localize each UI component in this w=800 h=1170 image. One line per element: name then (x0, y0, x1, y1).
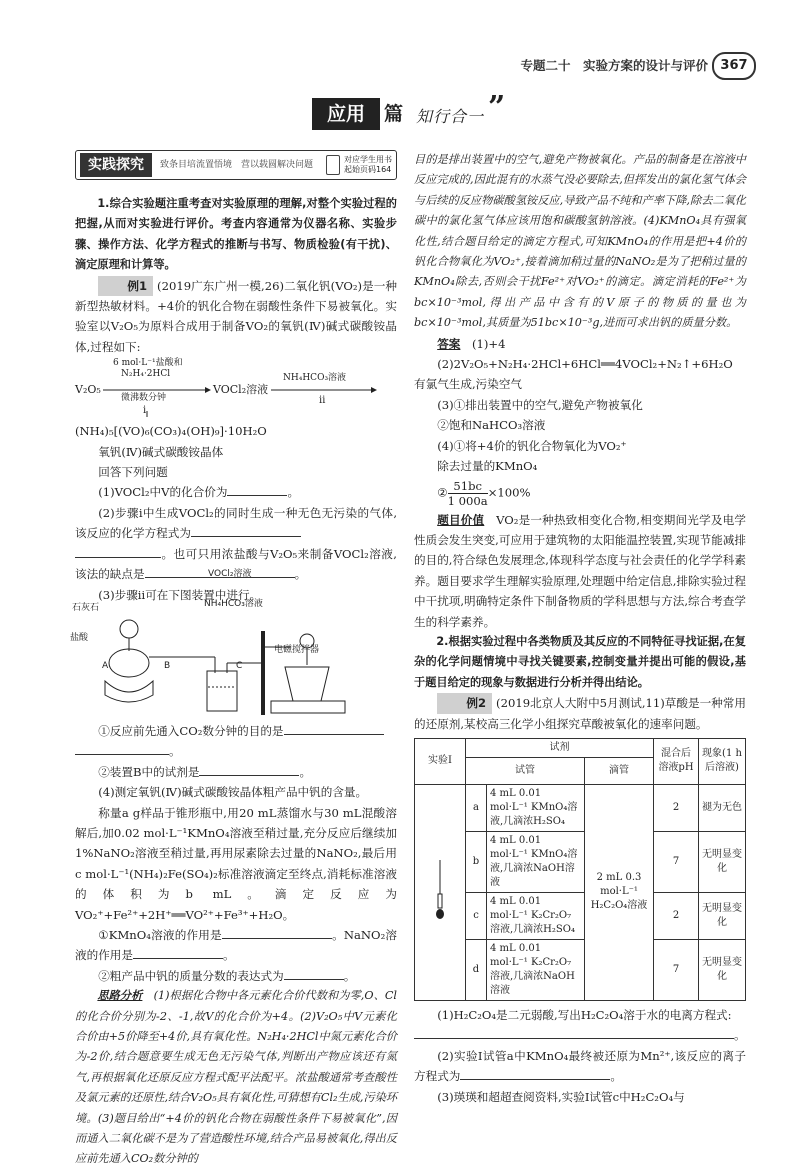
section-header (75, 150, 397, 180)
chapter-title: 专题二十 实验方案的设计与评价 (520, 58, 708, 73)
label-voc: VOCl₂溶液 (208, 569, 252, 579)
example-1: 例1 (2019广东广州一模,26)二氧化钒(VO₂)是一种新型热敏材料。+4价的钒化合物在弱酸性条件下易被氧化。实验室以V₂O₅为原料合成用于制备VO₂的氧钒(Ⅳ)碱式碳酸铵晶体,过程如下: (75, 276, 397, 358)
section-banner (312, 90, 506, 136)
row-obs: 无明显变化 (699, 892, 746, 939)
row-id: d (466, 939, 487, 1000)
answer-blank[interactable] (222, 925, 332, 939)
question-e2-1-blank: 。 (414, 1025, 746, 1045)
question-2b: 。也可只用浓盐酸与V₂O₅来制备VOCl₂溶液,该法的缺点是 。 (75, 544, 397, 585)
product-name: 氧钒(Ⅳ)碱式碳酸铵晶体 (98, 444, 224, 459)
label-stirrer: 电磁搅拌器 (274, 645, 320, 655)
banner-quote-mark: ” (488, 90, 506, 125)
question-3-2: ②装置B中的试剂是 。 (75, 762, 397, 782)
banner-box: 应用 (312, 98, 380, 130)
th-drop: 滴管 (585, 757, 654, 784)
analysis: 思路分析 (1)根据化合物中各元素化合价代数和为零,O、Cl的化合价分别为-2、-1,故V的化合价为+4。(2)V₂O₅中V元素化合价由+5价降至+4价,具有氧化性。N₂H₄·2HCl中氮元素化合价为-2价,结合题意要生成无色无污染气体,判断出产物应该还有氮气,再根据氧化还原反应方程式配平法配平。浓盐酸通常考查酸性及氯元素的还原性,结合V₂O₅具有氧化性,可猜想有Cl₂生成,污染环境。(3)题目给出“+4价的钒化合物在弱酸性条件下易被氧化”,因而通入二氧化碳不是为了营造酸性环境,结合产品易被氧化,得出反应前先通入CO₂数分钟的 (75, 989, 398, 1166)
flow-r1-top: 6 mol·L⁻¹盐酸和 (113, 358, 183, 369)
value-section: 题目价值 VO₂是一种热致相变化合物,相变期间光学及电学性质会发生突变,可应用于建筑物的太阳能温控装置,实现节能减排的目的,符合绿色发展理念,体现科学态度与社会责任的化学学科素养。题目要求学生理解实验原理,处理题中给定信息,排除实验过程中干扰项,明确特定条件下制备物质的学科思想与方法,综合考查学生的科学素养。 (414, 512, 746, 629)
row-ph: 2 (654, 892, 699, 939)
flow-r2-top: NH₄HCO₃溶液 (283, 373, 347, 384)
flow-start: V₂O₅ (75, 383, 101, 397)
flow-mid: VOCl₂溶液 (213, 383, 269, 397)
answer-label: 答案 (437, 336, 461, 351)
answer-3a: (3)①排出装置中的空气,避免产物被氧化 (437, 397, 643, 412)
banner-script: 知行合一 (416, 107, 485, 126)
row-tube: 4 mL 0.01 mol·L⁻¹ K₂Cr₂O₇溶液,几滴浓NaOH溶液 (487, 939, 585, 1000)
flow-r1-mid: N₂H₄·2HCl (121, 369, 171, 380)
question-2: (2)步骤ⅰ中生成VOCl₂的同时生成一种无色无污染的气体,该反应的化学方程式为 (75, 505, 397, 541)
analysis-label: 思路分析 (97, 989, 143, 1003)
question-4-1: ①KMnO₄溶液的作用是 。NaNO₂溶液的作用是 。 (75, 925, 397, 966)
answer-4c: ② $\frac{51bc}{1 000a}$ ×100% (437, 478, 531, 508)
point-2: 2.根据实验过程中各类物质及其反应的不同特征寻找证据,在复杂的化学问题情境中寻找关键要素,控制变量并提出可能的假设,基于题目给定的现象与数据进行分析并得出结论。 (414, 634, 746, 689)
label-nh4hco3: NH₄HCO₃溶液 (204, 599, 263, 609)
example-2: 例2 (2019北京人大附中5月测试,11)草酸是一种常用的还原剂,某校高三化学小组探究草酸被氧化的速率问题。 (414, 693, 746, 734)
answer-blank[interactable] (284, 721, 384, 735)
label-C: C (236, 661, 243, 671)
row-obs: 褪为无色 (699, 784, 746, 831)
answer-blank[interactable] (227, 482, 287, 496)
answer-prompt: 回答下列问题 (98, 465, 168, 480)
row-obs: 无明显变化 (699, 939, 746, 1000)
label-acid: 盐酸 (70, 633, 89, 643)
th-ph: 混合后溶液pH (654, 738, 699, 784)
flow-step-1: ⅰ (143, 405, 147, 417)
product-formula: (NH₄)₅[(VO)₆(CO₃)₄(OH)₉]·10H₂O (75, 424, 267, 439)
drop-value: 2 mL 0.3 mol·L⁻¹ H₂C₂O₄溶液 (585, 784, 654, 1000)
question-4-text: 称量a g样品于锥形瓶中,用20 mL蒸馏水与30 mL混酸溶解后,加0.02 mol·L⁻¹KMnO₄溶液至稍过量,充分反应后继续加1%NaNO₂溶液至稍过量,再用尿素除去过量的NaNO₂,最后用c mol·L⁻¹(NH₄)₂Fe(SO₄)₂标准溶液滴定至终点,消耗标准溶液的体积为b mL。滴定反应为VO₂⁺+Fe²⁺+2H⁺══VO²⁺+Fe³⁺+H₂O。 (75, 805, 397, 922)
th-reagent: 试剂 (466, 738, 654, 757)
th-tube: 试管 (466, 757, 585, 784)
question-3-1: ①反应前先通入CO₂数分钟的目的是 (75, 721, 397, 741)
section-ref: 对应学生用书 起始页码164 (344, 155, 392, 174)
row-id: c (466, 892, 487, 939)
answer-blank[interactable] (133, 945, 223, 959)
row-tube: 4 mL 0.01 mol·L⁻¹ KMnO₄溶液,几滴浓NaOH溶液 (487, 831, 585, 892)
answer-3b: ②饱和NaHCO₃溶液 (437, 418, 546, 433)
label-limestone: 石灰石 (72, 603, 100, 613)
label-A: A (102, 661, 109, 671)
answer-4b: 除去过量的KMnO₄ (437, 459, 538, 474)
example-label: 例1 (98, 276, 153, 296)
flow-r1-bot: 微沸数分钟 (121, 393, 167, 404)
row-tube: 4 mL 0.01 mol·L⁻¹ KMnO₄溶液,几滴浓H₂SO₄ (487, 784, 585, 831)
question-4-2: ②粗产品中钒的质量分数的表达式为 。 (75, 966, 397, 986)
th-exp: 实验Ⅰ (415, 738, 466, 784)
question-3-1-cont: 。 (75, 741, 397, 761)
answer-blank[interactable] (199, 762, 299, 776)
question-e2-3: (3)瑛瑛和超超查阅资料,实验Ⅰ试管c中H₂C₂O₄与 (437, 1089, 685, 1104)
answer-blank[interactable] (191, 523, 301, 537)
answer-1: 答案 (1)+4 (437, 336, 506, 351)
answer-blank[interactable] (284, 966, 344, 980)
flow-step-2: ⅱ (319, 395, 326, 407)
page-header (0, 52, 800, 78)
analysis-cont: 目的是排出装置中的空气,避免产物被氧化。产品的制备是在溶液中反应完成的,因此混有的水蒸气没必要除去,但挥发出的氯化氢气体会与后续的反应物碳酸氢铵反应,导致产品不纯和产率下降,除去二氧化碳中的氯化氢气体应该用饱和碳酸氢钠溶液。(4)KMnO₄具有强氧化性,结合题目给定的滴定方程式,可知KMnO₄的作用是把+4价的钒化合物氧化为VO₂⁺,接着滴加稍过量的NaNO₂是为了把稍过量的KMnO₄除去,否则会干扰Fe²⁺对VO₂⁺的滴定。滴定消耗的Fe²⁺为bc×10⁻³mol,得出产品中含有的V原子的物质的量也为bc×10⁻³mol,其质量为51bc×10⁻³g,进而可求出钒的质量分数。 (414, 153, 746, 330)
row-ph: 7 (654, 939, 699, 1000)
section-title: 实践探究 (80, 153, 152, 177)
answer-blank[interactable] (414, 1025, 734, 1039)
answer-2: (2)2V₂O₅+N₂H₄·2HCl+6HCl══4VOCl₂+N₂↑+6H₂O (437, 357, 733, 372)
pipette-icon (415, 784, 466, 1000)
section-slogan: 致条目培流置悟境 营以载圆解决问题 (160, 159, 314, 170)
question-4: (4)测定氧钒(Ⅳ)碱式碳酸铵晶体粗产品中钒的含量。 (98, 785, 368, 800)
th-obs: 现象(1 h后溶液) (699, 738, 746, 784)
right-column (414, 150, 746, 1107)
answer-2b: 有氯气生成,污染空气 (414, 377, 523, 392)
example-label: 例2 (437, 693, 492, 713)
answer-blank[interactable] (460, 1066, 610, 1080)
flow-diagram (75, 359, 397, 419)
value-label: 题目价值 (437, 512, 485, 527)
label-B: B (164, 661, 171, 671)
book-icon (326, 155, 340, 175)
answer-blank[interactable] (75, 544, 161, 558)
row-id: b (466, 831, 487, 892)
row-obs: 无明显变化 (699, 831, 746, 892)
question-3: (3)步骤ⅱ可在下图装置中进行。 (98, 587, 262, 602)
question-e2-1: (1)H₂C₂O₄是二元弱酸,写出H₂C₂O₄溶于水的电离方程式: (437, 1007, 732, 1022)
page-number: 367 (712, 52, 756, 80)
row-id: a (466, 784, 487, 831)
question-1: (1)VOCl₂中V的化合价为 。 (75, 482, 397, 502)
row-tube: 4 mL 0.01 mol·L⁻¹ K₂Cr₂O₇溶液,几滴浓H₂SO₄ (487, 892, 585, 939)
question-e2-2: (2)实验Ⅰ试管a中KMnO₄最终被还原为Mn²⁺,该反应的离子方程式为 。 (414, 1048, 746, 1084)
banner-bold: 篇 (384, 103, 404, 125)
answer-blank[interactable] (75, 741, 169, 755)
experiment-table (414, 738, 746, 1001)
point-1: 1.综合实验题注重考查对实验原理的理解,对整个实验过程的把握,从而对实验进行评价。考查内容通常为仪器名称、实验步骤、操作方法、化学方程式的推断与书写、物质检验(有干扰)、滴定原理和计算等。 (75, 197, 397, 272)
row-ph: 2 (654, 784, 699, 831)
row-ph: 7 (654, 831, 699, 892)
answer-4a: (4)①将+4价的钒化合物氧化为VO₂⁺ (437, 438, 627, 453)
